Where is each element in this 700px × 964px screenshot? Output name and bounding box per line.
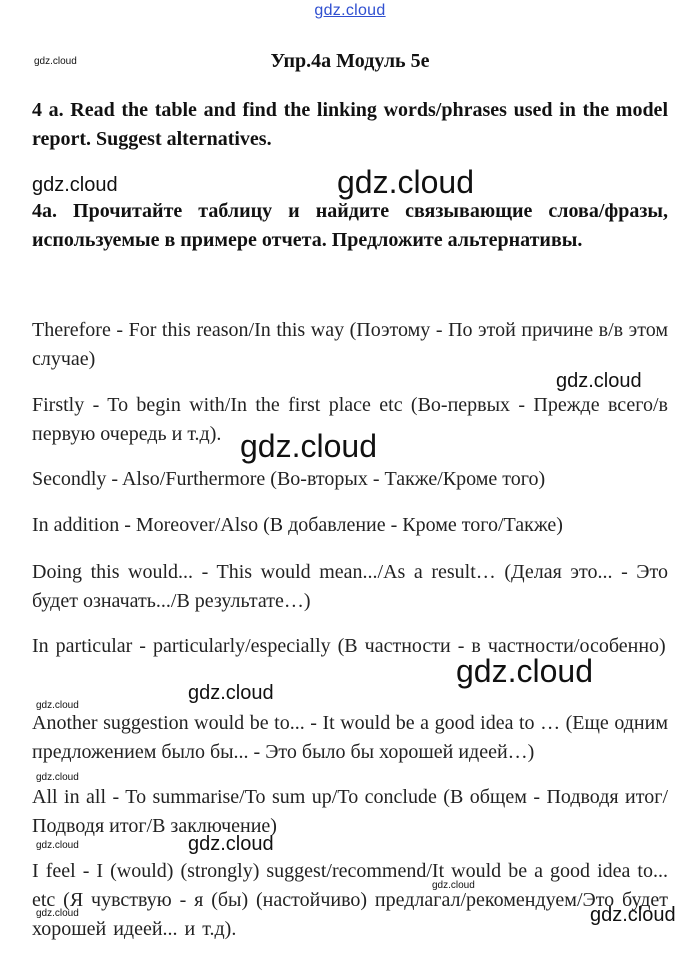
page-title: Упр.4a Модуль 5е xyxy=(270,50,430,72)
watermark: gdz.cloud xyxy=(188,833,274,855)
list-item: Secondly - Also/Furthermore (Во-вторых - Также/Кроме того) xyxy=(32,468,546,490)
watermark: gdz.cloud xyxy=(432,880,475,891)
watermark: gdz.cloud xyxy=(456,653,593,689)
watermark: gdz.cloud xyxy=(36,908,79,919)
list-item: Firstly - To begin with/In the first place etc (Во-первых - Прежде всего/в первую очередь и т.д). xyxy=(32,394,668,445)
watermark: gdz.cloud xyxy=(590,904,676,926)
watermark: gdz.cloud xyxy=(337,164,474,200)
list-item: Another suggestion would be to... - It would be a good idea to … (Еще одним предложением было бы... - Это было бы хорошей идеей…) xyxy=(32,712,668,763)
list-item: I feel - I (would) (strongly) suggest/recommend/It would be a good idea to... etc (Я чувствую - я (бы) (настойчиво) предлагал/рекомендуем/Это будет хорошей идеей... и т.д). xyxy=(32,860,668,940)
list-item: All in all - To summarise/To sum up/To conclude (В общем - Подводя итог/Подводя итог/В заключение) xyxy=(32,786,668,837)
task-english: 4 a. Read the table and find the linking words/phrases used in the model report. Suggest alternatives. xyxy=(32,99,668,150)
watermark: gdz.cloud xyxy=(32,174,118,196)
top-site-link[interactable]: gdz.cloud xyxy=(314,2,386,19)
list-item: In addition - Moreover/Also (В добавление - Кроме того/Также) xyxy=(32,514,563,536)
watermark: gdz.cloud xyxy=(36,840,79,851)
list-item: Therefore - For this reason/In this way (Поэтому - По этой причине в/в этом случае) xyxy=(32,319,668,370)
watermark: gdz.cloud xyxy=(240,428,377,464)
list-item: Doing this would... - This would mean.../As a result… (Делая это... - Это будет означать.../В результате…) xyxy=(32,561,668,612)
watermark: gdz.cloud xyxy=(36,700,79,711)
watermark: gdz.cloud xyxy=(188,682,274,704)
watermark: gdz.cloud xyxy=(34,56,77,67)
list-item: In particular - particularly/especially (В частности - в частности/особенно) xyxy=(32,635,666,657)
watermark: gdz.cloud xyxy=(556,370,642,392)
task-russian: 4a. Прочитайте таблицу и найдите связывающие слова/фразы, используемые в примере отчета. Предложите альтернативы. xyxy=(32,200,668,251)
watermark: gdz.cloud xyxy=(36,772,79,783)
